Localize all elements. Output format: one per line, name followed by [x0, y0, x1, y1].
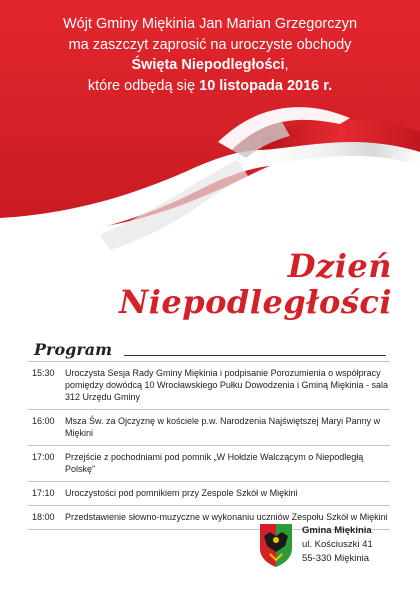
schedule-time: 15:30: [32, 368, 55, 378]
municipality-contact: [258, 522, 408, 582]
program-label: Program: [34, 340, 113, 359]
schedule-time: 17:00: [32, 452, 55, 462]
schedule-description: Przejście z pochodniami pod pomnik „W Hołdzie Walczącym o Niepodległą Polskę”: [65, 452, 364, 474]
invite-line-1: Wójt Gminy Miękinia Jan Marian Grzegorczyn: [62, 16, 358, 32]
schedule-description: Uroczystości pod pomnikiem przy Zespole Szkół w Miękini: [65, 488, 298, 498]
title-line-1: Dzień: [287, 247, 392, 285]
invite-line-3-suffix: ,: [284, 57, 289, 73]
holiday-name: Święta Niepodległości: [131, 57, 285, 73]
postal-city: 55-330 Miękinia: [302, 553, 370, 564]
coat-of-arms-icon: [258, 522, 294, 568]
schedule-row: [28, 482, 390, 506]
schedule-row: [28, 446, 390, 482]
street-address: ul. Kościuszki 41: [302, 539, 373, 550]
schedule-row: [28, 361, 390, 410]
title-line-2: Niepodległości: [118, 283, 392, 321]
schedule-time: 17:10: [32, 488, 55, 498]
program-schedule: [28, 361, 390, 530]
schedule-description: Uroczysta Sesja Rady Gminy Miękinia i podpisanie Porozumienia o współpracy pomiędzy dowódcą 10 Wrocławskiego Pułku Dowodzenia i Gminą Miękinia - sala 312 Urzędu Gminy: [65, 368, 388, 402]
schedule-description: Przedstawienie słowno-muzyczne w wykonaniu uczniów Zespołu Szkół w Miękini: [65, 512, 388, 522]
invitation-text: [0, 14, 420, 96]
program-underline: [124, 355, 386, 356]
municipality-name: Gmina Miękinia: [302, 525, 372, 536]
schedule-time: 16:00: [32, 416, 55, 426]
poster-title: [119, 248, 392, 320]
contact-address: [302, 524, 373, 566]
schedule-description: Msza Św. za Ojczyznę w kościele p.w. Narodzenia Najświętszej Maryi Panny w Miękini: [65, 416, 381, 438]
schedule-time: 18:00: [32, 512, 55, 522]
program-heading: [34, 340, 386, 360]
event-date: 10 listopada 2016 r.: [199, 77, 333, 94]
invite-line-4: [0, 76, 420, 97]
invite-line-3: [0, 55, 420, 76]
schedule-row: [28, 410, 390, 446]
invite-line-2: ma zaszczyt zaprosić na uroczyste obchody: [68, 36, 352, 53]
invite-line-4-prefix: które odbędą się: [87, 77, 200, 94]
